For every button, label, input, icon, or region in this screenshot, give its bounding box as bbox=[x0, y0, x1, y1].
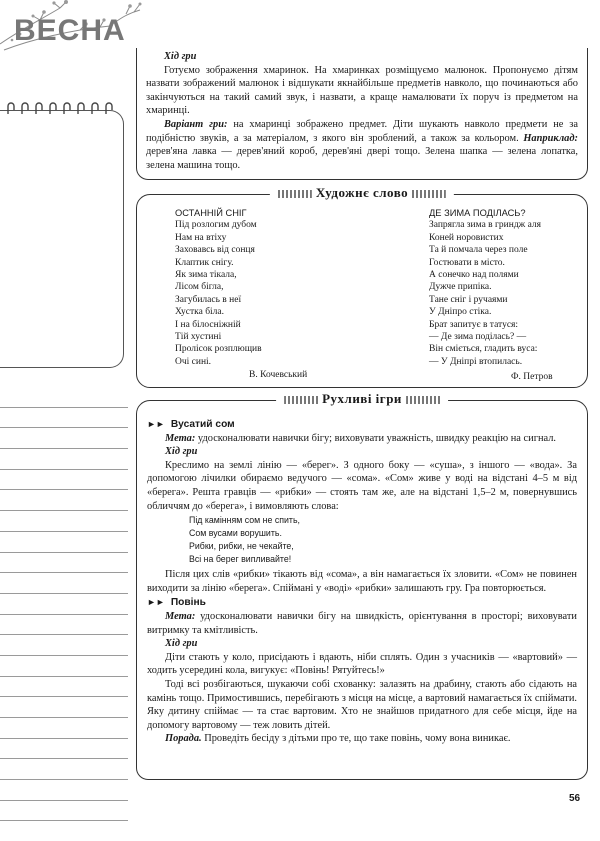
poem-line: Тій хустині bbox=[175, 332, 222, 343]
game-goal: Мета: удосконалювати навички бігу на швидкість, орієнтування в просторі; виховувати витримку та кмітливість. bbox=[147, 610, 577, 636]
poem-line: Він сміється, гладить вуса: bbox=[429, 344, 538, 355]
poem-line: Хустка біла. bbox=[175, 307, 225, 318]
poem-line: І на білосніжній bbox=[175, 319, 241, 330]
poem-line: — Де зима поділась? — bbox=[429, 332, 527, 343]
poem-last-snow bbox=[175, 207, 262, 368]
variant-text: на хмаринці зображено предмет. Діти шукають навколо предмети не за подібністю звуків, а за матеріалом, з якого він зроблений, а також за кольором. bbox=[146, 118, 578, 144]
game-rules-paragraph: Тоді всі розбігаються, шукаючи собі схованку: залазять на драбину, стають або сідають на камінь тощо. Примостившись, перебігають з місця на місце, а вартовий намагається їх спіймати. Яку дитину спіймає — та стає вартовим. Хто не знайшов придатного для себе місця, йде на допомогу вартовому — теж ловить дітей. bbox=[147, 678, 577, 731]
heading-game-progress: Хід гри bbox=[164, 51, 197, 62]
rhyme-line: Сом вусами ворушить. bbox=[189, 528, 282, 539]
heading-game-progress: Хід гри bbox=[165, 446, 198, 458]
poem-title: ДЕ ЗИМА ПОДІЛАСЬ? bbox=[429, 208, 526, 218]
poem-line: Гостювати в місто. bbox=[429, 257, 505, 268]
poem-line: Під розлогим дубом bbox=[175, 220, 257, 231]
poem-line: Клаптик снігу. bbox=[175, 257, 234, 268]
poem-title: ОСТАННІЙ СНІГ bbox=[175, 208, 247, 218]
poem-author: Ф. Петров bbox=[511, 372, 553, 382]
page-header bbox=[0, 0, 600, 54]
double-arrow-icon: ►► bbox=[147, 597, 165, 608]
poem-line: Запрягла зима в гриндж аля bbox=[429, 220, 542, 231]
poem-line: Загубилась в неї bbox=[175, 294, 242, 305]
poem-line: — У Дніпрі втопилась. bbox=[429, 356, 523, 367]
example-label: Наприклад: bbox=[523, 132, 578, 144]
poem-line: Брат запитує в татуся: bbox=[429, 319, 519, 330]
rhyme-line: Всі на берег випливайте! bbox=[189, 554, 292, 565]
example-text: дерев'яна лавка — дерев'яний короб, дерев'яні двері тощо. Зелена шапка — зелена лопатка, зелена машина тощо. bbox=[146, 146, 578, 171]
poem-line: У Дніпро стіка. bbox=[429, 307, 492, 318]
intro-paragraph: Готуємо зображення хмаринок. На хмаринках розміщуємо малюнок. Пропонуємо дітям назвати зображений малюнок і відшукати якнайбільше предметів навколо, що починаються або закінчуються на такий самий звук, і назвати, а краще намалювати їх поруч із предметом на хмаринці. bbox=[146, 64, 578, 117]
poetry-box bbox=[136, 185, 588, 388]
poem-line: Як зима тікала, bbox=[175, 270, 237, 281]
heading-game-progress: Хід гри bbox=[165, 638, 198, 650]
variant-paragraph bbox=[146, 118, 578, 172]
poem-where-winter bbox=[429, 207, 541, 368]
poem-line: Нам на втіху bbox=[175, 232, 227, 243]
notes-frame bbox=[0, 110, 124, 368]
poem-line: Пролісок розплющив bbox=[175, 344, 262, 355]
game-rules-paragraph: Діти стають у коло, присідають і вдають, ніби сплять. Один з учасників — «вартовий» — ходить усередині кола, вигукує: «Повінь! Рятуйтесь!» bbox=[147, 651, 577, 677]
poem-line: А сонечко над полями bbox=[429, 270, 519, 281]
variant-label: Варіант гри: bbox=[164, 118, 228, 130]
spiral-rings-icon bbox=[4, 102, 124, 116]
rhyme-line: Рибки, рибки, не чекайте, bbox=[189, 541, 294, 552]
game-title-flood: ►► Повінь bbox=[147, 597, 206, 609]
poem-line: Очі сині. bbox=[175, 356, 212, 367]
page-number: 56 bbox=[569, 793, 581, 804]
poem-line: Коней норовистих bbox=[429, 232, 504, 243]
double-arrow-icon: ►► bbox=[147, 419, 165, 429]
poetry-title: Художнє слово bbox=[270, 186, 454, 200]
rhyme-line: Під камінням сом не спить, bbox=[189, 515, 300, 526]
game-goal: Мета: удосконалювати навички бігу; виховувати уважність, швидку реакцію на сигнал. bbox=[165, 432, 556, 444]
games-title: Рухливі ігри bbox=[276, 392, 448, 406]
game-title-catfish: ►► Вусатий сом bbox=[147, 419, 235, 430]
game-rules-paragraph: Після цих слів «рибки» тікають від «сома», а він намагається їх зловити. «Сом» не повинен виходити за лінію «берега». Спіймані у «воді» «рибки» залишають гру. Гра повторюється. bbox=[147, 569, 577, 594]
notes-margin bbox=[0, 102, 128, 802]
advice-paragraph: Порада. Проведіть бесіду з дітьми про те, що таке повінь, чому вона виникає. bbox=[165, 733, 511, 745]
poem-line: Тане сніг і ручаями bbox=[429, 294, 508, 305]
poem-line: Та й помчала через поле bbox=[429, 245, 528, 256]
poem-line: Лісом бігла, bbox=[175, 282, 224, 293]
game-rhyme bbox=[147, 514, 577, 566]
poem-author: В. Кочевський bbox=[249, 370, 308, 380]
note-lines bbox=[0, 387, 128, 841]
outdoor-games-box bbox=[136, 391, 588, 780]
poem-line: Дужче припіка. bbox=[429, 282, 492, 293]
game-description-box bbox=[136, 48, 588, 180]
game-rules-paragraph: Креслимо на землі лінію — «берег». З одного боку — «суша», з іншого — «вода». За допомогою лічилки обираємо ведучого — «сома». «Сом» живе у воді на відстані 4–5 м від «берега». Решта гравців — «рибки» — стоять там же, але на відстані 1,5–2 м, повернувшись обличчям до «берега», і вимовляють слова: bbox=[147, 459, 577, 512]
section-title: ВЕСНА bbox=[14, 14, 126, 47]
poem-line: Заховавсь від сонця bbox=[175, 245, 255, 256]
